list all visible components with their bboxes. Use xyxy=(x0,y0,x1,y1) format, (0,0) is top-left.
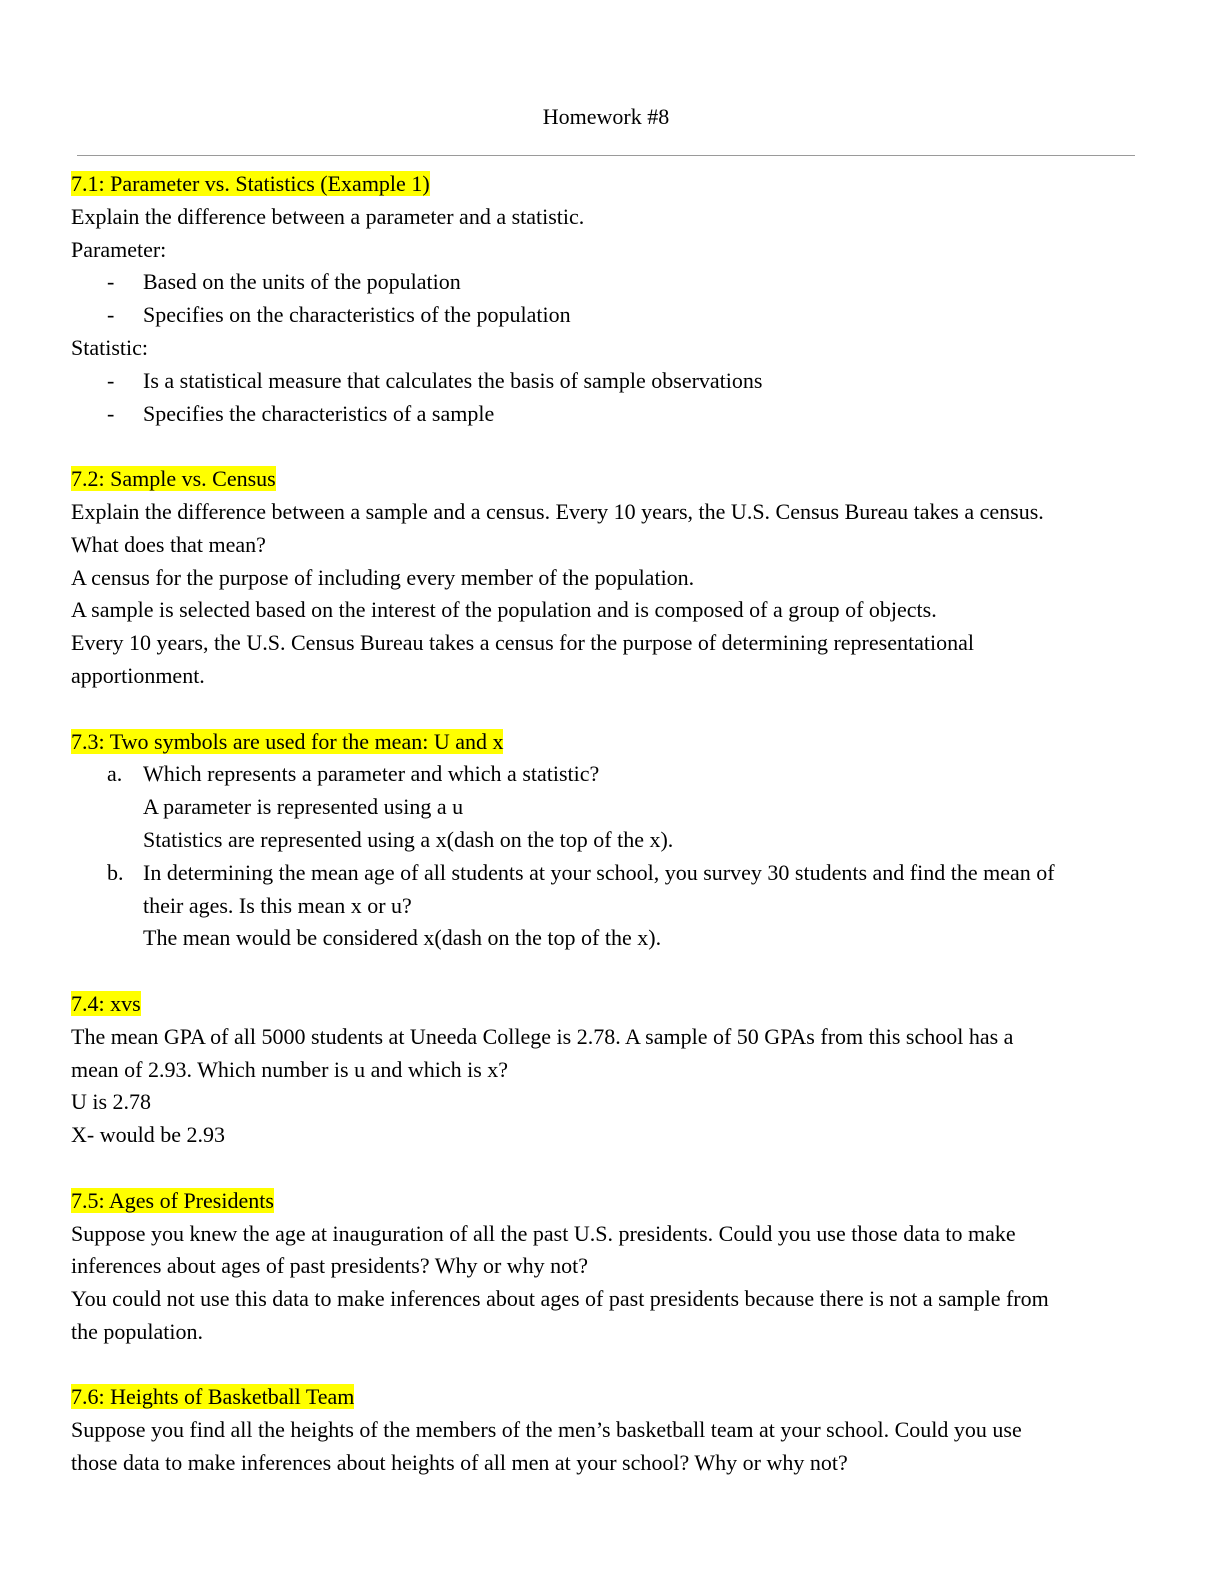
list-item-b: b. In determining the mean age of all students at your school, you survey 30 students and find the mean of xyxy=(107,859,1055,885)
answer-text: The mean would be considered x(dash on the top of the x). xyxy=(143,925,662,951)
dash-bullet: - xyxy=(107,367,115,393)
statistic-label: Statistic: xyxy=(71,334,148,360)
list-item: - Specifies the characteristics of a sample xyxy=(71,398,1141,431)
answer-text: U is 2.78 xyxy=(71,1089,152,1115)
section-heading: 7.2: Sample vs. Census xyxy=(71,466,276,492)
section-heading: 7.1: Parameter vs. Statistics (Example 1) xyxy=(71,171,430,196)
list-item: - Based on the units of the population xyxy=(71,266,1141,299)
dash-bullet: - xyxy=(107,302,115,328)
question-text: Explain the difference between a sample and a census. Every 10 years, the U.S. Census Bureau takes a census. xyxy=(71,498,1044,524)
list-item: - Is a statistical measure that calculates the basis of sample observations xyxy=(71,365,1141,398)
answer-text: apportionment. xyxy=(71,662,205,688)
section-7-4 xyxy=(71,988,1141,1152)
question-text: Suppose you knew the age at inauguration of all the past U.S. presidents. Could you use those data to make xyxy=(71,1220,1016,1246)
header-divider xyxy=(77,155,1135,156)
question-text: Explain the difference between a parameter and a statistic. xyxy=(71,203,585,229)
section-heading: 7.6: Heights of Basketball Team xyxy=(71,1384,355,1410)
section-7-5 xyxy=(71,1185,1141,1349)
list-item-a: a. Which represents a parameter and which a statistic? xyxy=(107,761,600,787)
answer-text: X- would be 2.93 xyxy=(71,1122,225,1148)
question-text: those data to make inferences about heights of all men at your school? Why or why not? xyxy=(71,1450,848,1476)
parameter-label: Parameter: xyxy=(71,236,167,262)
answer-text: A parameter is represented using a u xyxy=(143,794,464,820)
dash-bullet: - xyxy=(107,269,115,295)
question-text: inferences about ages of past presidents? Why or why not? xyxy=(71,1253,589,1279)
section-7-1 xyxy=(71,168,1141,430)
section-7-2 xyxy=(71,463,1141,693)
section-7-6 xyxy=(71,1381,1141,1479)
question-text: Suppose you find all the heights of the members of the men’s basketball team at your school. Could you use xyxy=(71,1417,1022,1443)
answer-text: Every 10 years, the U.S. Census Bureau takes a census for the purpose of determining representational xyxy=(71,630,974,656)
section-heading: 7.4: xvs xyxy=(71,990,141,1016)
document-body xyxy=(71,168,1141,1480)
list-item: - Specifies on the characteristics of the population xyxy=(71,299,1141,332)
section-heading: 7.5: Ages of Presidents xyxy=(71,1187,274,1213)
answer-text: Statistics are represented using a x(dash on the top of the x). xyxy=(143,826,674,852)
answer-text: You could not use this data to make inferences about ages of past presidents because there is not a sample from xyxy=(71,1286,1049,1312)
answer-text: A sample is selected based on the interest of the population and is composed of a group of objects. xyxy=(71,597,937,623)
document-title: Homework #8 xyxy=(542,104,670,129)
question-text: What does that mean? xyxy=(71,531,266,557)
question-text: The mean GPA of all 5000 students at Uneeda College is 2.78. A sample of 50 GPAs from this school has a xyxy=(71,1023,1014,1049)
section-heading: 7.3: Two symbols are used for the mean: U and x xyxy=(71,728,504,754)
answer-text: the population. xyxy=(71,1318,203,1344)
question-text: mean of 2.93. Which number is u and which is x? xyxy=(71,1056,509,1082)
question-text: their ages. Is this mean x or u? xyxy=(143,892,412,918)
dash-bullet: - xyxy=(107,400,115,426)
section-7-3 xyxy=(71,726,1141,956)
answer-text: A census for the purpose of including every member of the population. xyxy=(71,564,695,590)
